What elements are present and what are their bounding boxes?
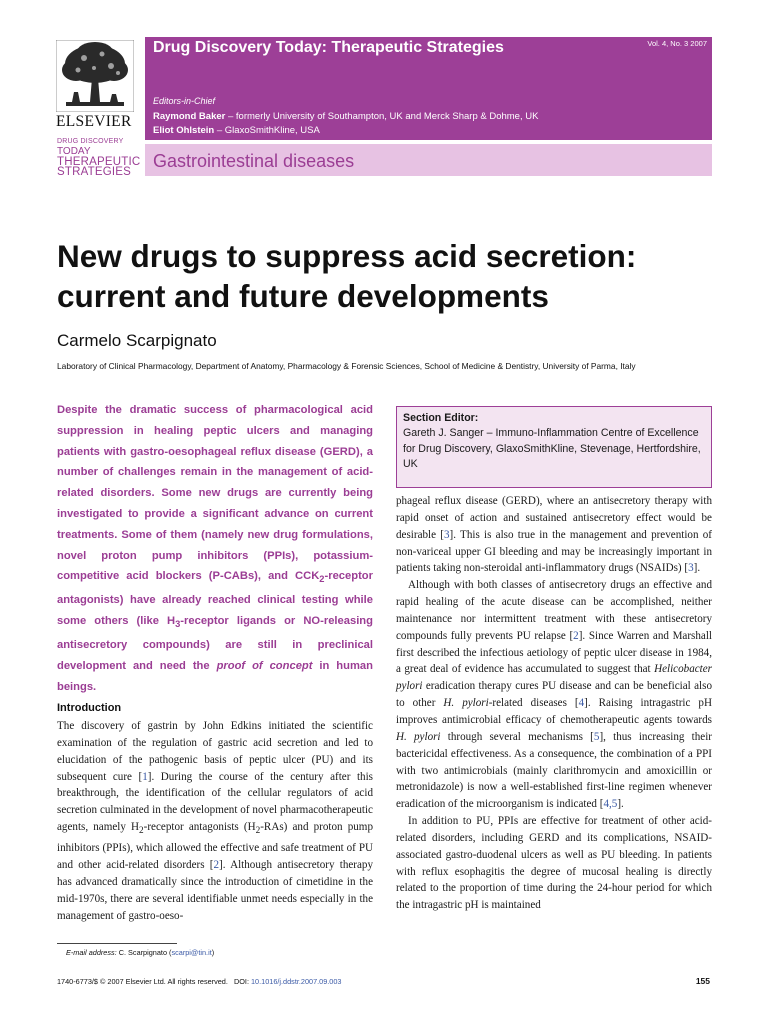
author-name: Carmelo Scarpignato [57,331,217,350]
series-logo: DRUG DISCOVERY TODAY THERAPEUTIC STRATEGIES [57,138,141,178]
elsevier-tree-logo [56,40,134,120]
citation-link[interactable]: 2 [573,629,579,642]
citation-link[interactable]: 3 [688,562,694,575]
editor-2: Eliot Ohlstein – GlaxoSmithKline, USA [153,125,320,136]
article-title: New drugs to suppress acid secretion: current and future developments [57,238,637,314]
citation-link[interactable]: 2 [213,858,219,871]
citation-link[interactable]: 5 [593,730,600,743]
section-editor-box [396,406,712,488]
introduction-heading: Introduction [57,702,122,714]
body-column-right [396,493,712,914]
page-number: 155 [695,976,710,986]
copyright-footer: 1740-6773/$ © 2007 Elsevier Ltd. All rights reserved. DOI: 10.1016/j.ddstr.2007.09.003 [57,977,342,986]
citation-link[interactable]: 4 [578,697,585,710]
topic-title: Gastrointestinal diseases [153,151,355,171]
email-link[interactable]: scarpi@tin.it [171,948,212,957]
journal-title: Drug Discovery Today: Therapeutic Strategies [153,39,504,56]
section-editor-text: Gareth J. Sanger – Immuno-Inflammation Centre of Excellence for Drug Discovery, GlaxoSmithKline, Stevenage, Hertfordshire, UK [403,427,701,470]
editor-1: Raymond Baker – formerly University of Southampton, UK and Merck Sharp & Dohme, UK [153,111,539,122]
section-editor-label: Section Editor: [403,412,479,424]
body-column-left: The discovery of gastrin by John Edkins initiated the scientific examination of the regulation of gastric acid secretion and led to elucidation of the pathogenic basis of peptic ulcer (PU) and its subsequent cure [1]. During the course of the century after this breakthrough, the identification of the cellular regulators of acid secretion culminated in the development of novel pharmacotherapeutic agents, namely $H_2$-receptor antagonists $(H_2-RAs)$ and proton pump inhibitors (PPIs), which allowed the effective and safe treatment of PU and other acid-related disorders [2]. Although antisecretory therapy has advanced dramatically since the introduction of cimetidine in the mid-1970s, there are several identifiable unmet needs especially in the management of gastro-oeso- [57,720,374,922]
citation-link[interactable]: 3 [443,528,450,541]
citation-link[interactable]: 1 [142,770,148,783]
paragraph: Although with both classes of antisecretory drugs an effective and rapid healing of the acute disease can be accomplished, neither maintenance nor intermittent treatment with these antisecretory compounds fully prevents PU relapse [2]. Since Warren and Marshall first described the infectious aetiology of peptic ulcer disease in 1984, a great deal of evidence has accumulated to suggest that Helicobacter pylori eradication therapy cures PU disease and can be beneficial also to other H. pylori-related diseases [4]. Raising intragastric pH improves antimicrobial efficacy of chemotherapeutic agents towards H. pylori through several mechanisms [5], thus increasing their bactericidal effectiveness. As a consequence, the combination of a PPI with two antimicrobials (mainly clarithromycin and amoxicillin or metronidazole) is now a well-established first-line regimen whenever eradication of the microorganism is indicated [4,5]. [396,579,713,811]
paragraph: In addition to PU, PPIs are effective for treatment of other acid-related disorders, including GERD and its complications, NSAID-associated gastro-duodenal ulcers as well as PU bleeding. In patients with reflux esophagitis the degree of mucosal healing is directly related to the proportion of time during the 24-hour period for which the intragastric pH is maintained [396,815,712,912]
citation-link[interactable]: 4,5 [603,798,618,811]
editors-label: Editors-in-Chief [153,96,216,106]
paragraph: phageal reflux disease (GERD), where an antisecretory therapy with rapid onset of action and sustained antisecretory effect would be desirable [3]. This is also true in the management and prevention of non-variceal upper GI bleeding and may be increasingly important in patients taking non-steroidal anti-inflammatory drugs (NSAIDs) [3]. [396,495,712,575]
doi-link[interactable]: 10.1016/j.ddstr.2007.09.003 [251,977,342,986]
footnote-rule [57,943,177,944]
volume-info: Vol. 4, No. 3 2007 [647,39,707,48]
publisher-name: ELSEVIER [56,113,132,130]
email-footnote: E-mail address: C. Scarpignato (scarpi@tin.it) [66,948,215,957]
abstract: Despite the dramatic success of pharmacological acid suppression in healing peptic ulcers and managing patients with gastro-oesophageal reflux disease (GERD), a number of challenges remain in the management of acid-related disorders. Some new drugs are currently being investigated to provide a significant advance on current treatments. Some of them (namely new drug formulations, novel proton pump inhibitors (PPIs), potassium-competitive acid blockers (P-CABs), and $CCK_2$-receptor antagonists) have already reached clinical testing while some others (like $H_3$-receptor ligands or NO-releasing antisecretory compounds) are still in preclinical development and need the proof of concept in human beings. [57,404,373,693]
author-affiliation: Laboratory of Clinical Pharmacology, Department of Anatomy, Pharmacology & Forensic Sciences, School of Medicine & Dentistry, University of Parma, Italy [57,361,636,371]
